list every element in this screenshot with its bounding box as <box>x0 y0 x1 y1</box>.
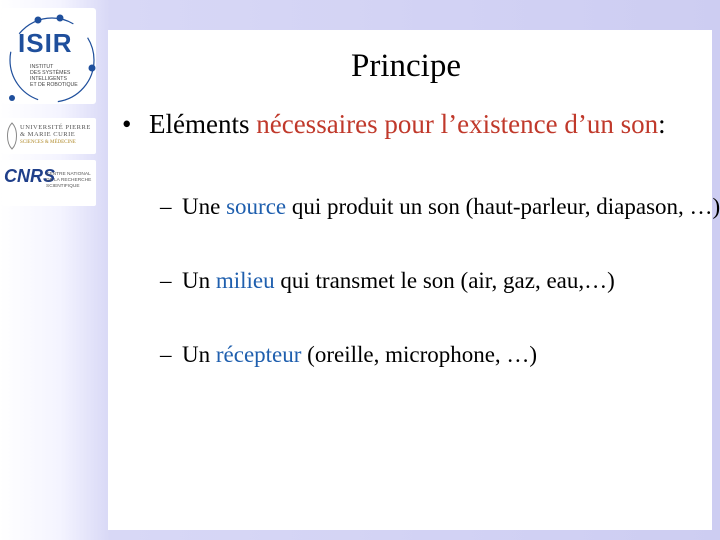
cnrs-logo-caption: CENTRE NATIONAL DE LA RECHERCHE SCIENTIFIQUE <box>46 172 92 189</box>
sub-item-highlight: milieu <box>215 268 275 293</box>
sub-item-rest: (oreille, microphone, …) <box>301 342 538 367</box>
sub-item-source <box>160 192 720 222</box>
sub-item-rest: qui transmet le son (air, gaz, eau,…) <box>274 268 615 293</box>
isir-logo <box>2 8 96 104</box>
sub-item-dash: – <box>160 194 172 219</box>
upmc-emblem-icon <box>4 121 20 151</box>
bullet-marker: • <box>122 109 132 139</box>
sub-item-rest: qui produit un son (haut-parleur, diapason, …) <box>286 194 720 219</box>
upmc-logo <box>2 118 96 154</box>
main-bullet-colon: : <box>658 109 666 139</box>
sub-item-milieu <box>160 266 720 296</box>
main-bullet-highlight: nécessaires pour l’existence d’un son <box>256 109 659 139</box>
sub-item-highlight: récepteur <box>215 342 302 367</box>
main-bullet <box>122 106 709 142</box>
slide-content-area <box>108 30 720 530</box>
upmc-logo-name: UNIVERSITÉ PIERRE & MARIE CURIE <box>20 124 91 138</box>
sub-item-highlight: source <box>226 194 287 219</box>
isir-logo-caption: INSTITUT DES SYSTÈMES INTELLIGENTS ET DE ROBOTIQUE <box>30 64 78 88</box>
sub-item-lead: Un <box>182 342 216 367</box>
sub-item-dash: – <box>160 268 172 293</box>
sub-item-recepteur <box>160 340 720 370</box>
sub-item-lead: Un <box>182 268 216 293</box>
cnrs-logo <box>2 160 96 206</box>
cnrs-logo-name: CNRS <box>4 166 56 186</box>
upmc-logo-caption: SCIENCES & MÉDECINE <box>20 140 76 145</box>
sub-item-lead: Une <box>182 194 227 219</box>
main-bullet-text: Eléments <box>149 109 257 139</box>
slide-title: Principe <box>351 48 461 84</box>
isir-logo-name: ISIR <box>18 28 73 58</box>
sub-item-dash: – <box>160 342 172 367</box>
